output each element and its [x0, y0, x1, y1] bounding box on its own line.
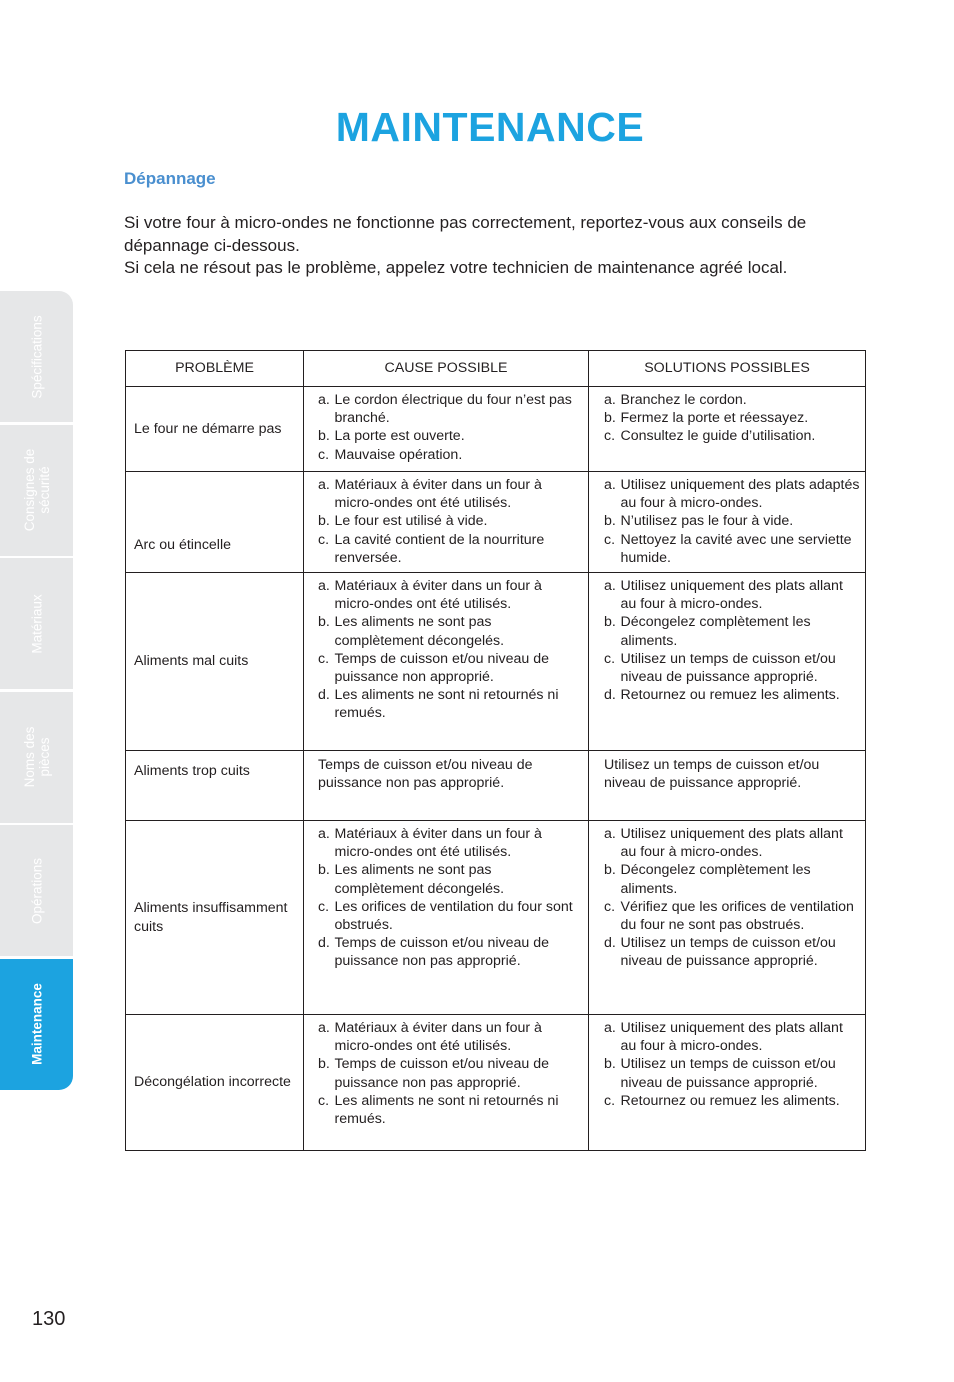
tab-maintenance[interactable] — [0, 959, 73, 1090]
list-item: c. Retournez ou remuez les aliments. — [604, 1092, 840, 1109]
list-item: b. Le four est utilisé à vide. — [318, 513, 488, 530]
section-heading: Dépannage — [124, 169, 216, 188]
side-tabs — [0, 291, 73, 1092]
problem-text: Aliments trop cuits — [134, 763, 250, 780]
problem-cell — [126, 472, 304, 573]
solution-cell — [589, 387, 866, 472]
table-row — [126, 821, 866, 1015]
list-item: a. Matériaux à éviter dans un four à micro-ondes ont été utilisés. — [318, 578, 542, 613]
list-item: a. Utilisez uniquement des plats adaptés au four à micro-ondes. — [604, 477, 860, 512]
tab-specifications[interactable] — [0, 291, 73, 422]
list-item: b. Utilisez un temps de cuisson et/ou niveau de puissance approprié. — [604, 1056, 836, 1091]
intro-paragraph: Si cela ne résout pas le problème, appelez votre technicien de maintenance agréé local. — [124, 258, 788, 277]
list-item: c. La cavité contient de la nourriture renversée. — [318, 531, 545, 566]
tab-label: Matériaux — [29, 593, 44, 654]
troubleshooting-table — [125, 350, 866, 1151]
table-row — [126, 472, 866, 573]
list-item: a. Matériaux à éviter dans un four à micro-ondes ont été utilisés. — [318, 826, 542, 861]
table-row — [126, 751, 866, 821]
problem-text: Arc ou étincelle — [134, 536, 231, 553]
list-item: d. Temps de cuisson et/ou niveau de puissance non pas approprié. — [318, 935, 550, 970]
cause-cell — [304, 1015, 589, 1151]
problem-cell: Décongélation incorrecte — [126, 1015, 304, 1151]
list-item: b. Temps de cuisson et/ou niveau de puissance non pas approprié. — [318, 1056, 550, 1091]
intro-text — [124, 212, 869, 280]
list-item: c. Consultez le guide d’utilisation. — [604, 428, 816, 445]
tab-safety[interactable] — [0, 425, 73, 556]
list-item: a. Branchez le cordon. — [604, 392, 747, 408]
list-item: b. N’utilisez pas le four à vide. — [604, 513, 794, 530]
cause-cell — [304, 821, 589, 1015]
header-cause: CAUSE POSSIBLE — [304, 351, 589, 387]
problem-cell: Aliments mal cuits — [126, 573, 304, 751]
header-problem: PROBLÈME — [126, 351, 304, 387]
problem-cell — [126, 751, 304, 821]
tab-label: Opérations — [29, 857, 44, 924]
solution-cell — [589, 1015, 866, 1151]
header-solutions: SOLUTIONS POSSIBLES — [589, 351, 866, 387]
problem-cell: Le four ne démarre pas — [126, 387, 304, 472]
list-item: d. Retournez ou remuez les aliments. — [604, 687, 840, 704]
list-item: c. Nettoyez la cavité avec une serviette humide. — [604, 531, 852, 566]
list-item: c. Temps de cuisson et/ou niveau de puissance non approprié. — [318, 650, 550, 686]
tab-label: Consignes de sécurité — [21, 448, 52, 532]
solution-cell — [589, 573, 866, 751]
tab-label: Noms des pièces — [21, 726, 52, 788]
list-item: b. La porte est ouverte. — [318, 428, 465, 445]
list-item: c. Les aliments ne sont ni retournés ni remués. — [318, 1092, 559, 1128]
list-item: a. Le cordon électrique du four n’est pas branché. — [318, 392, 572, 427]
list-item: b. Les aliments ne sont pas complètement décongelés. — [318, 862, 505, 897]
tab-label: Spécifications — [29, 314, 44, 399]
list-item: c. Les orifices de ventilation du four sont obstrués. — [318, 898, 573, 934]
cause-cell — [304, 472, 589, 573]
list-item: d. Les aliments ne sont ni retournés ni remués. — [318, 687, 559, 722]
cause-cell — [304, 573, 589, 751]
solution-cell — [589, 821, 866, 1015]
page-number: 130 — [32, 1308, 66, 1330]
page-title: MAINTENANCE — [335, 104, 645, 150]
list-item: c. Mauvaise opération. — [318, 446, 463, 463]
list-item: b. Les aliments ne sont pas complètement décongelés. — [318, 614, 505, 649]
list-item: a. Utilisez uniquement des plats allant au four à micro-ondes. — [604, 578, 843, 613]
cause-cell — [304, 387, 589, 472]
list-item: a. Utilisez uniquement des plats allant au four à micro-ondes. — [604, 826, 843, 861]
tab-parts[interactable] — [0, 692, 73, 823]
list-item: c. Utilisez un temps de cuisson et/ou niveau de puissance approprié. — [604, 650, 836, 686]
table-row — [126, 573, 866, 751]
list-item: b. Fermez la porte et réessayez. — [604, 410, 809, 427]
table-row — [126, 1015, 866, 1151]
list-item: c. Vérifiez que les orifices de ventilation du four ne sont pas obstrués. — [604, 898, 854, 934]
tab-operations[interactable] — [0, 825, 73, 956]
tab-materials[interactable] — [0, 558, 73, 689]
table-row — [126, 387, 866, 472]
list-item: a. Matériaux à éviter dans un four à micro-ondes ont été utilisés. — [318, 477, 542, 512]
solution-cell: Utilisez un temps de cuisson et/ou niveau de puissance approprié. — [589, 751, 866, 821]
intro-paragraph: Si votre four à micro-ondes ne fonctionne pas correctement, reportez-vous aux conseils de dépannage ci-dessous. — [124, 213, 807, 255]
list-item: a. Utilisez uniquement des plats allant au four à micro-ondes. — [604, 1020, 843, 1055]
problem-cell: Aliments insuffisamment cuits — [126, 821, 304, 1015]
list-item: b. Décongelez complètement les aliments. — [604, 862, 811, 897]
tab-label: Maintenance — [29, 983, 44, 1065]
solution-cell — [589, 472, 866, 573]
list-item: b. Décongelez complètement les aliments. — [604, 614, 811, 649]
list-item: d. Utilisez un temps de cuisson et/ou niveau de puissance approprié. — [604, 935, 836, 970]
list-item: a. Matériaux à éviter dans un four à micro-ondes ont été utilisés. — [318, 1020, 542, 1055]
cause-cell: Temps de cuisson et/ou niveau de puissance non pas approprié. — [304, 751, 589, 821]
table-header-row — [126, 351, 866, 387]
